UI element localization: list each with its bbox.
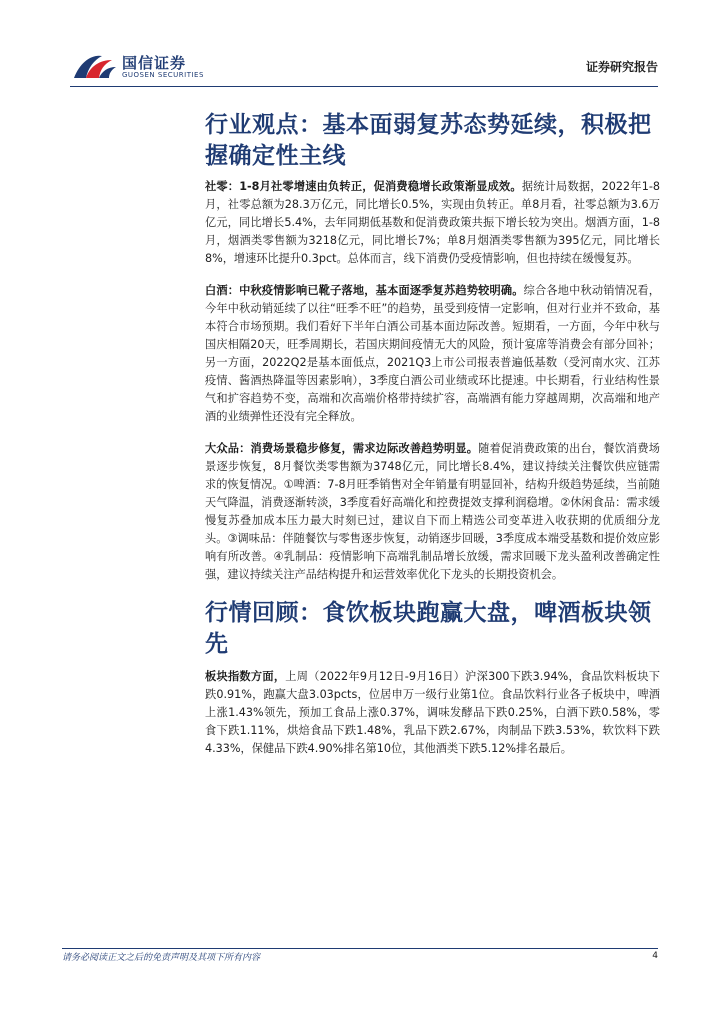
footer-divider bbox=[62, 948, 658, 949]
paragraph-body: 据统计局数据，2022年1-8月，社零总额为28.3万亿元，同比增长0.5%，实现由负转正。单8月看，社零总额为3.6万亿元，同比增长5.4%，去年同期低基数和促消费政策共振下增长较为突出。烟酒方面，1-8月，烟酒类零售额为3218亿元，同比增长7%；单8月烟酒类零售额为395亿元，同比增长8%，增速环比提升0.3pct。总体而言，线下消费仍受疫情影响，但也持续在缓慢复苏。 bbox=[205, 180, 661, 265]
page-number: 4 bbox=[652, 951, 658, 961]
paragraph-lead: 白酒：中秋疫情影响已靴子落地，基本面逐季复苏趋势较明确。 bbox=[205, 284, 524, 297]
section-title-industry-view: 行业观点：基本面弱复苏态势延续，积极把握确定性主线 bbox=[205, 112, 652, 169]
disclaimer-link[interactable]: 请务必阅读正文之后的免责声明及其项下所有内容 bbox=[62, 953, 261, 963]
logo-english-text: GUOSEN SECURITIES bbox=[122, 71, 204, 79]
paragraph-body: 上周（2022年9月12日-9月16日）沪深300下跌3.94%，食品饮料板块下跌0.91%，跑赢大盘3.03pcts，位居申万一级行业第1位。食品饮料行业各子板块中，啤酒上涨1.43%领先，预加工食品上涨0.37%，调味发酵品下跌0.25%，白酒下跌0.58%，零食下跌1.11%，烘焙食品下跌1.48%，乳品下跌2.67%，肉制品下跌3.53%，软饮料下跌4.33%，保健品下跌4.90%排名第10位，其他酒类下跌5.12%排名最后。 bbox=[205, 670, 660, 755]
paragraph-retail-sales bbox=[205, 178, 660, 268]
guosen-logo-icon bbox=[72, 52, 118, 82]
page-header bbox=[70, 50, 658, 86]
paragraph-lead: 社零：1-8月社零增速由负转正，促消费稳增长政策渐显成效。 bbox=[205, 180, 522, 193]
section-title-market-review: 行情回顾：食饮板块跑赢大盘，啤酒板块领先 bbox=[205, 600, 652, 657]
paragraph-body: 随着促消费政策的出台，餐饮消费场景逐步恢复，8月餐饮类零售额为3748亿元，同比增长8.4%，建议持续关注餐饮供应链需求的恢复情况。①啤酒：7-8月旺季销售对全年销量有明显回补，结构升级趋势延续，当前随天气降温，消费逐渐转淡，3季度看好高端化和控费提效支撑利润稳增。②休闲食品：需求缓慢复苏叠加成本压力最大时刻已过，建议自下而上精选公司变革进入收获期的优质细分龙头。③调味品：伴随餐饮与零售逐步恢复，动销逐步回暖，3季度成本端受基数和提价效应影响有所改善。④乳制品：疫情影响下高端乳制品增长放缓，需求回暖下龙头盈利改善确定性强，建议持续关注产品结构提升和运营效率优化下龙头的长期投资机会。 bbox=[205, 442, 660, 581]
paragraph-sector-index bbox=[205, 668, 660, 758]
paragraph-mass-consumer bbox=[205, 440, 660, 584]
paragraph-baijiu bbox=[205, 282, 660, 426]
report-type-label: 证券研究报告 bbox=[585, 60, 658, 74]
header-divider bbox=[70, 86, 658, 87]
paragraph-lead: 板块指数方面， bbox=[205, 670, 286, 683]
paragraph-lead: 大众品：消费场景稳步修复，需求边际改善趋势明显。 bbox=[205, 442, 479, 455]
main-content bbox=[205, 110, 660, 772]
paragraph-body: 综合各地中秋动销情况看，今年中秋动销延续了以往“旺季不旺”的趋势，虽受到疫情一定影响，但对行业并不致命，基本符合市场预期。我们看好下半年白酒公司基本面边际改善。短期看，一方面，今年中秋与国庆相隔20天，旺季周期长，若国庆期间疫情无大的风险，预计宴席等消费会有部分回补；另一方面，2022Q2是基本面低点，2021Q3上市公司报表普遍低基数（受河南水灾、江苏疫情、酱酒热降温等因素影响），3季度白酒公司业绩或环比提速。中长期看，行业结构性景气和扩容趋势不变，高端和次高端价格带持续扩容，高端酒有能力穿越周期，次高端和地产酒的业绩弹性还没有完全释放。 bbox=[205, 284, 660, 423]
logo-chinese-text: 国信证券 bbox=[122, 54, 187, 72]
guosen-logo bbox=[70, 50, 230, 86]
